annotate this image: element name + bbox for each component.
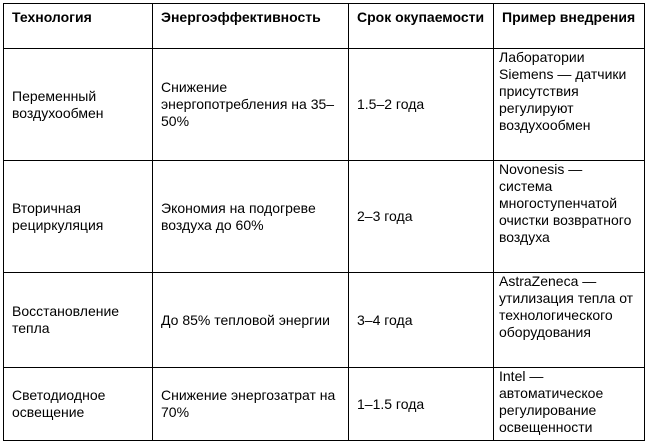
cell-technology: Восстановление тепла	[4, 273, 153, 368]
cell-payback: 1–1.5 года	[349, 368, 494, 441]
cell-efficiency: Снижение энергопотребления на 35–50%	[153, 49, 349, 161]
cell-example: Novonesis — система многоступенчатой очистки возвратного воздуха	[494, 161, 645, 273]
cell-payback: 1.5–2 года	[349, 49, 494, 161]
cell-example: Лаборатории Siemens — датчики присутствия регулируют воздухообмен	[494, 49, 645, 161]
header-payback: Срок окупаемости	[349, 4, 494, 49]
cell-efficiency: Экономия на подогреве воздуха до 60%	[153, 161, 349, 273]
cell-technology: Светодиодное освещение	[4, 368, 153, 441]
table-row	[4, 161, 645, 273]
cell-payback: 2–3 года	[349, 161, 494, 273]
cell-example: AstraZeneca — утилизация тепла от технологического оборудования	[494, 273, 645, 368]
cell-payback: 3–4 года	[349, 273, 494, 368]
table-row	[4, 49, 645, 161]
table-row	[4, 273, 645, 368]
cell-efficiency: До 85% тепловой энергии	[153, 273, 349, 368]
header-example: Пример внедрения	[494, 4, 645, 49]
cell-example: Intel — автоматическое регулирование освещенности	[494, 368, 645, 441]
table-row	[4, 368, 645, 441]
header-efficiency: Энергоэффективность	[153, 4, 349, 49]
header-technology: Технология	[4, 4, 153, 49]
table-header-row	[4, 4, 645, 49]
technology-comparison-table	[3, 3, 645, 441]
cell-technology: Вторичная рециркуляция	[4, 161, 153, 273]
cell-efficiency: Снижение энергозатрат на 70%	[153, 368, 349, 441]
cell-technology: Переменный воздухообмен	[4, 49, 153, 161]
